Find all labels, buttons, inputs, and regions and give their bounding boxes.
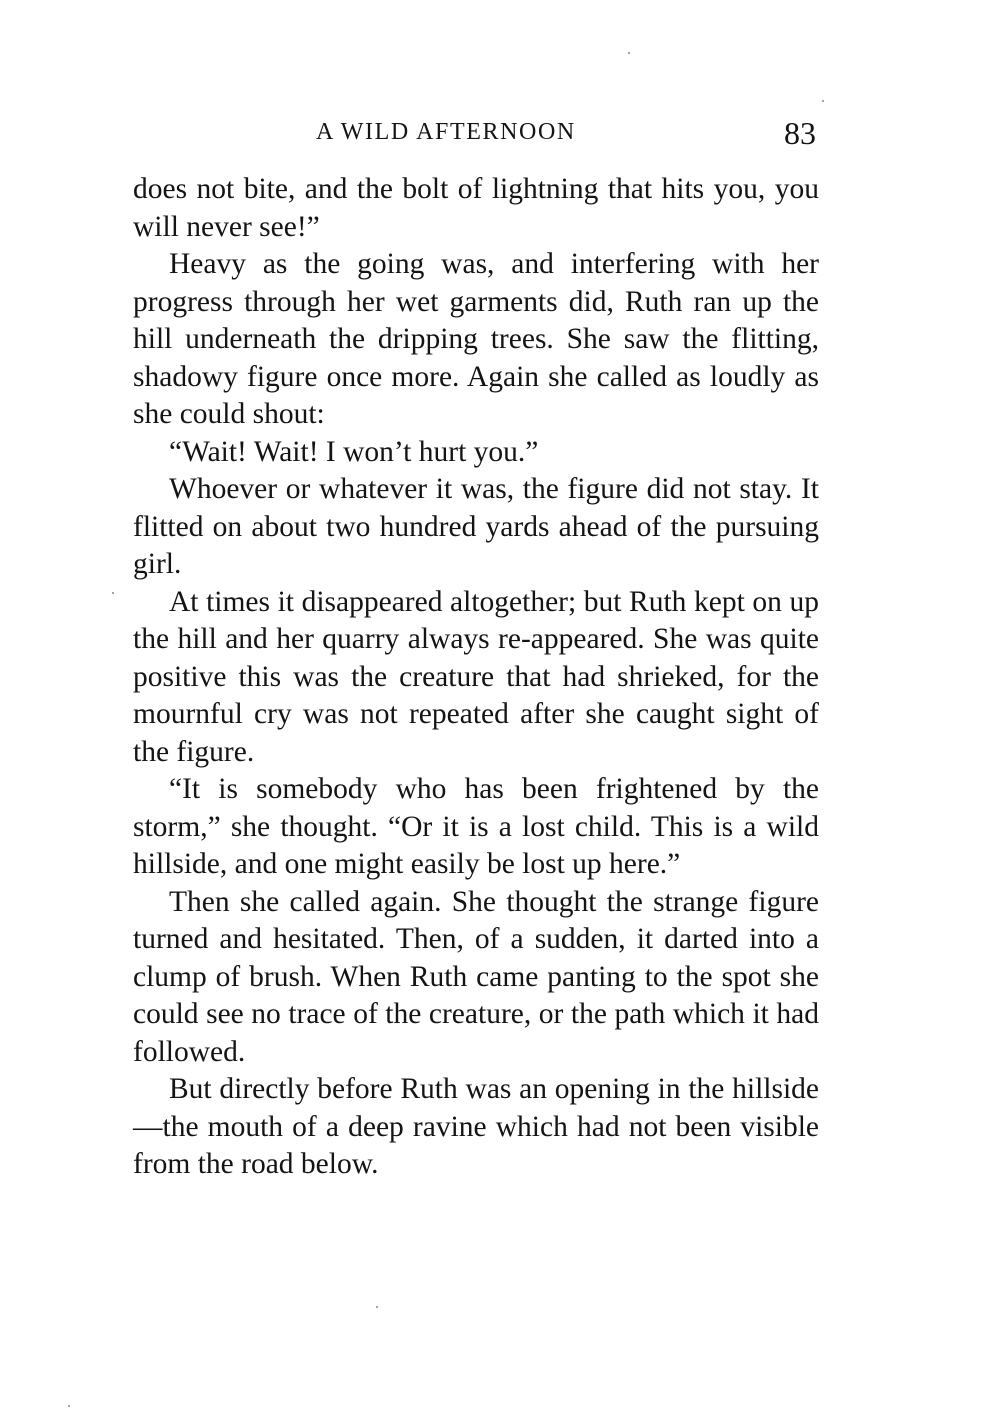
body-text [133, 171, 819, 1184]
running-head [0, 115, 998, 155]
scan-speck [68, 1405, 70, 1407]
paragraph-1: does not bite, and the bolt of lightning that hits you, you will never see!” [133, 173, 819, 243]
paragraph-8: But directly before Ruth was an opening in the hillside—the mouth of a deep ravine which had not been visible from the road below. [133, 1073, 819, 1180]
scan-speck [376, 1306, 378, 1308]
paragraph-4: Whoever or whatever it was, the figure did not stay. It flitted on about two hundred yards ahead of the pursuing girl. [133, 473, 819, 580]
page-number: 83 [784, 115, 816, 151]
paragraph-6: “It is somebody who has been frightened by the storm,” she thought. “Or it is a lost child. This is a wild hillside, and one might easily be lost up here.” [133, 773, 819, 880]
paragraph-2: Heavy as the going was, and interfering with her progress through her wet garments did, Ruth ran up the hill underneath the dripping trees. She saw the flitting, shadowy figure once more. Again she called as loudly as she could shout: [133, 248, 819, 430]
paragraph-7: Then she called again. She thought the strange figure turned and hesitated. Then, of a sudden, it darted into a clump of brush. When Ruth came panting to the spot she could see no trace of the creature, or the path which it had followed. [133, 885, 819, 1068]
scan-speck [628, 52, 630, 54]
scan-speck [112, 592, 114, 594]
scan-speck [822, 100, 824, 102]
paragraph-3: “Wait! Wait! I won’t hurt you.” [169, 435, 539, 468]
running-title: A WILD AFTERNOON [316, 119, 576, 145]
paragraph-5: At times it disappeared altogether; but Ruth kept on up the hill and her quarry always re-appeared. She was quite positive this was the creature that had shrieked, for the mournful cry was not repeated after she caught sight of the figure. [133, 585, 819, 768]
